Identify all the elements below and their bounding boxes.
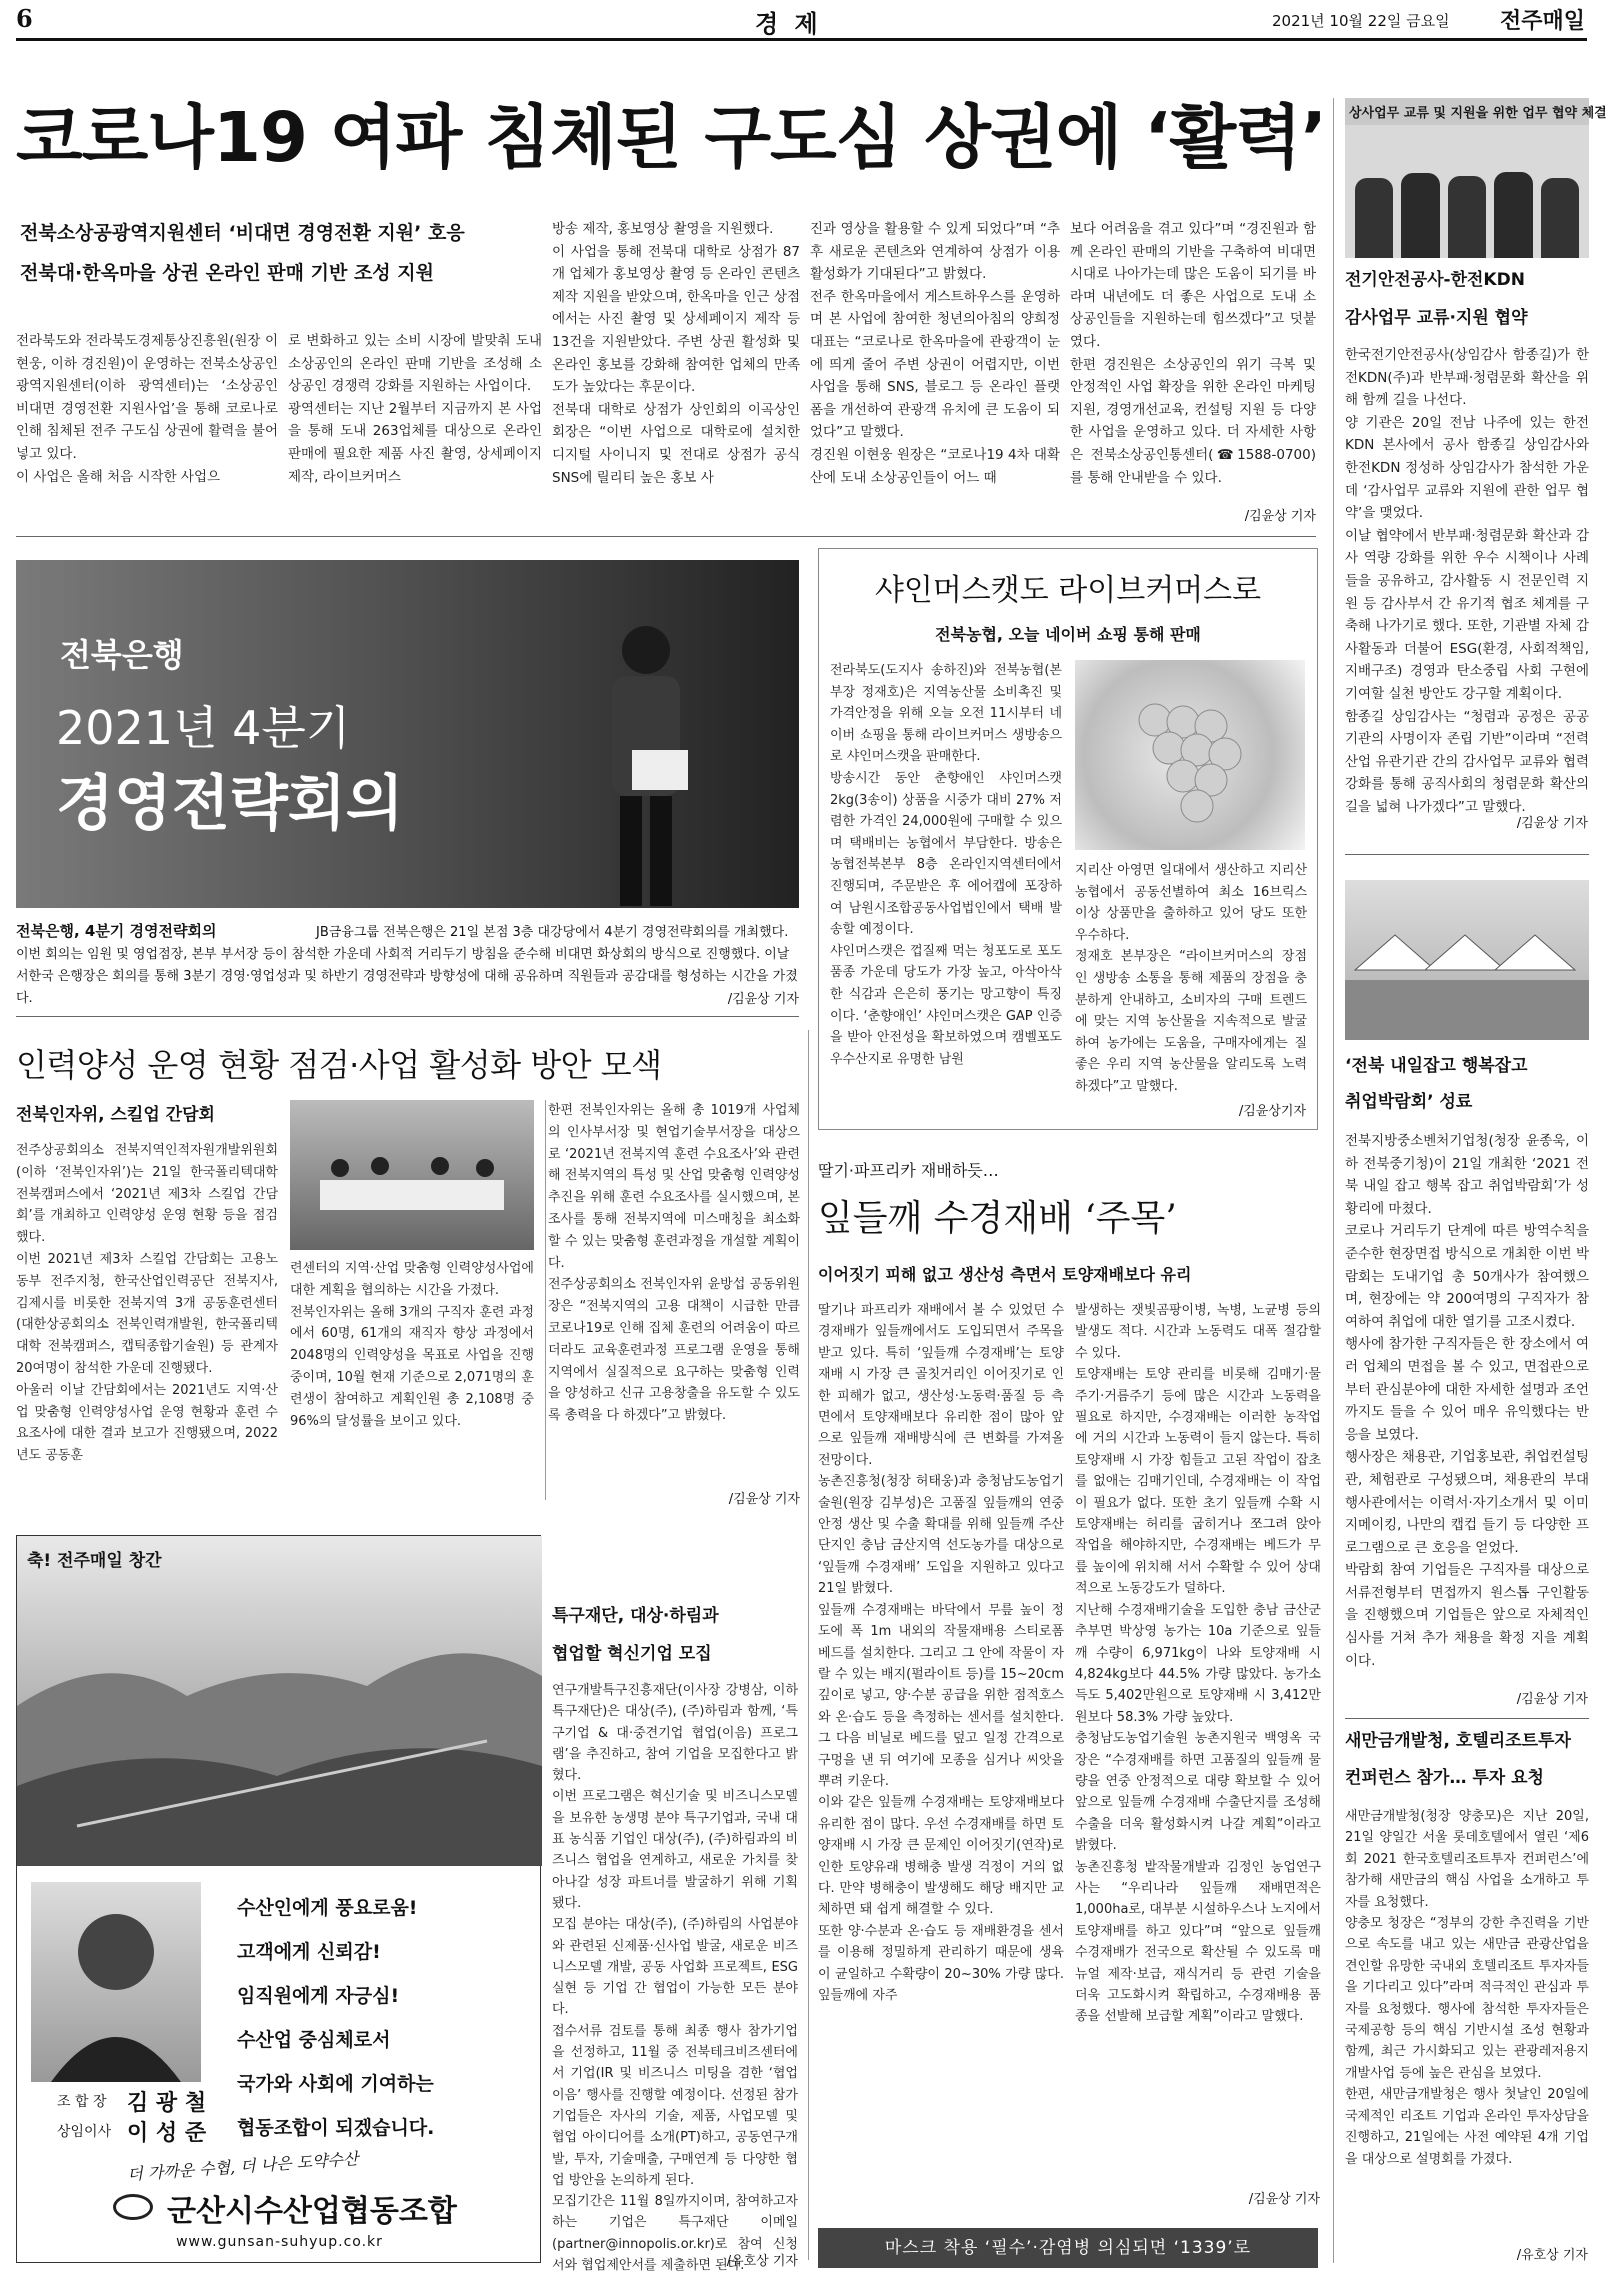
inno-byline: /유호상 기자 [726, 2254, 798, 2269]
lead-column-4: 진과 영상을 활용할 수 있게 되었다”며 “추후 새로운 콘텐츠와 연계하여 상점가 이용 활성화가 기대된다”고 밝혔다. 전주 한옥마을에서 게스트하우스를 운영하며 본 사업에 참여한 청년의아침의 양희정 대표는 “코로나로 한옥마을에 관광객이 눈에 띄게 줄어 주변 상권이 어렵지만, 이번 사업을 통해 SNS, 블로그 등 온라인 플랫폼을 개선하여 관광객 유치에 큰 도움이 되었다”고 말했다. 경진원 이현웅 원장은 “코로나19 4차 대확산에 도내 소상공인들이 어느 때 [810, 221, 1060, 486]
labor-photo [290, 1100, 534, 1250]
meeting-table [290, 1100, 534, 1250]
ad-slogans [237, 1886, 434, 2150]
perilla-subhead: 이어짓기 피해 없고 생산성 측면서 토양재배보다 유리 [818, 1265, 1192, 1284]
rule [16, 536, 1316, 537]
page-number: 6 [16, 4, 33, 33]
labor-headline: 인력양성 운영 현황 점검·사업 활성화 방안 모색 [16, 1046, 662, 1084]
ad-slogan-4: 수산업 중심체로서 [237, 2029, 391, 2051]
lead-column-3: 방송 제작, 홍보영상 촬영을 지원했다. 이 사업을 통해 전북대 대학로 상점가 87개 업체가 홍보영상 촬영 등 온라인 콘텐츠 제작 지원을 받았으며, 한옥마을 인근 상점에서는 사진 촬영 및 상세페이지 제작 등 13건을 지원받았다. 주변 상권 활성화 및 온라인 홍보를 강화해 참여한 업체의 만족도가 높았다는 후문이다. 전북대 대학로 상점가 상인회의 이곡상인회장은 “이번 사업으로 대학로에 설치한 디지털 사이니지 및 전대로 상점가 공식 SNS에 릴리티 높은 홍보 사 [552, 221, 800, 486]
ad-header: 축! 전주매일 창간 [27, 1551, 162, 1571]
labor-column-1: 전주상공회의소 전북지역인적자원개발위원회(이하 ‘전북인자위’)는 21일 한국폴리텍대학 전북캠퍼스에서 ‘2021년 제3차 스킬업 간담회’를 개최하고 인력양성 운영 현황 등을 점검했다. 이번 2021년 제3차 스킬업 간담회는 고용노동부 전주지청, 한국산업인력공단 전북지사, 김제시를 비롯한 전북지역 3개 공동훈련센터(대한상공회의소 전북인력개발원, 한국폴리텍대학 전북캠퍼스, 캡틱종합기술원) 등 관계자 20여명이 참석한 가운데 진행됐다. 아울러 이날 간담회에서는 2021년도 지역·산업 맞춤형 인력양성사업 운영 현황과 훈련 수요조사에 대한 결과 보고가 진행됐으며, 2022년도 공동훈 [16, 1143, 278, 1464]
inno-body: 연구개발특구진흥재단(이사장 강병삼, 이하 특구재단)은 대상(주), (주)하림과 함께, ‘특구기업 & 대·중견기업 협업(이음) 프로그램’을 추진하고, 참여 기업을 모집한다고 밝혔다. 이번 프로그램은 혁신기술 및 비즈니스모델을 보유한 농생명 분야 특구기업과, 국내 대표 농식품 기업인 대상(주), (주)하림과의 비즈니스 협업을 연계하고, 새로운 가치를 찾아나갈 성장 파트너를 발굴하기 위해 기획됐다. 모집 분야는 대상(주), (주)하림의 사업분야와 관련된 신제품·신사업 발굴, 새로운 비즈니스모델 개발, 공동 사업화 프로젝트, ESG 실현 등 기업 간 협업이 가능한 모든 분야다. 접수서류 검토를 통해 최종 행사 참가기업을 선정하고, 11월 중 전북테크비즈센터에서 기업(IR 및 비즈니스 미팅을 겸한 ‘협업이음’ 행사를 진행할 예정이다. 선정된 참가기업들은 자사의 기술, 제품, 사업모델 및 협업 아이디어를 소개(PT)하고, 공동연구개발, 투자, 기술매출, 구매연계 등 다양한 협업 방안을 논의하게 된다. 모집기간은 11월 8일까지이며, 참여하고자 하는 기업은 특구재단 이메일(partner@innopolis.or.kr)로 참여 신청서와 협업제안서를 제출하면 된다. [552, 1683, 799, 2274]
nh-subhead: 전북농협, 오늘 네이버 쇼핑 통해 판매 [935, 625, 1201, 644]
mask-notice-bar: 마스크 착용 ‘필수’·감염병 의심되면 ‘1339’로 [818, 2228, 1318, 2268]
ad-portrait [31, 1882, 201, 2082]
grape-cluster [1075, 660, 1305, 850]
masthead-rule [16, 38, 1587, 41]
ad-slogan-2: 고객에게 신뢰감! [237, 1941, 381, 1963]
ad-slogan-5: 국가와 사회에 기여하는 [237, 2073, 434, 2095]
perilla-headline: 잎들깨 수경재배 ‘주목’ [818, 1198, 1177, 1239]
bank-logo-text: 전북은행 [60, 636, 184, 674]
suhyup-ad [16, 1535, 541, 2263]
ad-island-photo [17, 1536, 542, 1866]
nh-column-2: 지리산 아영면 일대에서 생산하고 지리산농협에서 공동선별하여 최소 16브릭스 이상 상품만을 출하하고 있어 당도 또한 우수하다. 정재호 본부장은 “라이브커머스의 장점인 생방송 소통을 통해 제품의 장점을 충분하게 안내하고, 소비자의 구매 트렌드에 맞는 지역 농산물을 지속적으로 발굴하여 농가에는 도움을, 구매자에게는 질 좋은 우리 지역 농산물을 알리도록 노력하겠다”고 말했다. [1075, 863, 1307, 1094]
labor-byline: /김윤상 기자 [728, 1492, 800, 1507]
job-fair-body: 전북지방중소벤처기업청(청장 윤종욱, 이하 전북중기청)이 21일 개최한 ‘2021 전북 내일 잡고 행복 잡고 취업박람회’가 성황리에 마쳤다. 코로나 거리두기 단계에 따른 방역수칙을 준수한 현장면접 방식으로 개최한 이번 박람회는 도내기업 총 50개사가 참여했으며, 현장에는 약 200여명의 구직자가 참여하여 취업에 대한 열기를 고조시켰다. 행사에 참가한 구직자들은 한 장소에서 여러 업체의 면접을 볼 수 있고, 면접관으로부터 관심분야에 대한 자세한 설명과 조언까지도 들을 수 있어 매우 유익했다는 반응을 보였다. 행사장은 채용관, 기업홍보관, 취업컨설팅관, 체험관로 구성됐으며, 채용관의 부대행사관에서는 이력서·자기소개서 및 이미지메이킹, 나만의 캡컵 들기 등 다양한 프로그램으로 큰 호응을 얻었다. 박람회 참여 기업들은 구직자를 대상으로 서류전형부터 면접까지 원스톱 구인활동을 진행했으며 기업들은 앞으로 자체적인 심사를 거쳐 추가 채용을 확정 지을 계획이다. [1345, 1133, 1589, 1669]
kdn-subhead-1: 전기안전공사-한전KDN [1345, 270, 1525, 290]
labor-column-2: 련센터의 지역·산업 맞춤형 인력양성사업에 대한 계획을 협의하는 시간을 가졌다. 전북인자위는 올해 3개의 구직자 훈련 과정에서 60명, 61개의 재직자 향상 과정에서 2048명의 인력양성을 목표로 사업을 진행중이며, 10월 현재 기준으로 2,071명의 훈련생이 참여하고 계획인원 총 2,108명 중 96%의 달성률을 보이고 있다. [290, 1261, 534, 1429]
job-fair-photo [1345, 880, 1589, 1040]
perilla-column-1: 딸기나 파프리카 재배에서 볼 수 있었던 수경재배가 잎들깨에서도 도입되면서 주목을 받고 있다. 특히 ‘잎들깨 수경재배’는 토양재배 시 가장 큰 골칫거리인 이어짓기로 인한 피해가 없고, 생산성·노동력·품질 등 측면에서 토양재배보다 유리한 점이 많아 앞으로 잎들깨 재배방식에 큰 변화를 가져올 전망이다. 농촌진흥청(청장 허태웅)과 충청남도농업기술원(원장 김부성)은 고품질 잎들깨의 연중 안정 생산 및 수출 확대를 위해 잎들깨 주산단지인 충남 금산지역 선도농가를 대상으로 ‘잎들깨 수경재배’ 도입을 지원하고 있다고 21일 밝혔다. 잎들깨 수경재배는 바닥에서 무릎 높이 정도에 폭 1m 내외의 작물재배용 스티로폼 베드를 설치한다. 그리고 그 안에 작물이 자랄 수 있는 배지(펄라이트 등)를 15~20cm 깊이로 넣고, 양·수분 공급을 위한 점적호스와 온·습도 등을 측정하는 센서를 설치한다. 그 다음 비닐로 베드를 덮고 일정 간격으로 구멍을 낸 뒤 여기에 모종을 심거나 씨앗을 뿌려 키운다. 이와 같은 잎들깨 수경재배는 토양재배보다 유리한 점이 많다. 우선 수경재배를 하면 토양재배 시 가장 큰 문제인 이어짓기(연작)로 인한 토양유래 병해충 발생 걱정이 거의 없다. 만약 병해충이 발생해도 해당 배지만 교체하면 돼 쉽게 해결할 수 있다. 또한 양·수분과 온·습도 등 재배환경을 센서를 이용해 정밀하게 관리하기 때문에 생육이 균일하고 수확량이 20~30% 가량 많다. 잎들깨에 자주 [818, 1303, 1064, 2003]
rule [1345, 1718, 1589, 1719]
lead-byline: /김윤상 기자 [1244, 509, 1316, 524]
kdn-byline: /김윤상 기자 [1516, 816, 1588, 831]
bank-photo-line1: 2021년 4분기 [56, 701, 351, 755]
inno-subhead-1: 특구재단, 대상·하림과 [552, 1606, 719, 1626]
section-title: 경 제 [755, 10, 822, 38]
lead-subhead-1: 전북소상공광역지원센터 ‘비대면 경영전환 지원’ 호응 [20, 222, 465, 244]
nh-byline: /김윤상기자 [1238, 1104, 1306, 1119]
ad-title-2: 상임이사 [57, 2124, 112, 2140]
bank-byline: /김윤상 기자 [727, 992, 799, 1007]
nh-headline: 샤인머스캣도 라이브커머스로 [874, 573, 1262, 608]
rule [16, 1016, 799, 1017]
ad-name-2: 이 성 준 [127, 2121, 207, 2146]
kdn-people [1355, 168, 1579, 258]
speaker-figure [576, 610, 716, 908]
perilla-kicker: 딸기·파프리카 재배하듯… [818, 1161, 999, 1180]
issue-date: 2021년 10월 22일 금요일 [1272, 12, 1450, 30]
bank-caption: JB금융그룹 전북은행은 21일 본점 3층 대강당에서 4분기 경영전략회의를 개최했다. 이번 회의는 임원 및 영업점장, 본부 부서장 등이 참석한 가운데 사회적 거리두기 방침을 준수해 비대면 화상회의 방식으로 진행했다. 이날 서한국 은행장은 회의를 통해 3분기 경영·영업성과 및 하반기 경영전략과 방향성에 대해 공유하며 직원들과 공감대를 형성하는 시간을 가졌다. [16, 925, 798, 1006]
job-fair-subhead-1: ‘전북 내일잡고 행복잡고 [1345, 1056, 1528, 1076]
kdn-body: 한국전기안전공사(상임감사 함종길)가 한전KDN(주)과 반부패·청렴문화 확산을 위해 함께 길을 나선다. 양 기관은 20일 전남 나주에 있는 한전KDN 본사에서 공사 함종길 상임감사와 한전KDN 정성하 상임감사가 참석한 가운데 ‘감사업무 교류와 지원에 관한 업무 협약’을 맺었다. 이날 협약에서 반부패·청렴문화 확산과 감사 역량 강화를 위한 우수 시책이나 사례들을 공유하고, 감사활동 시 전문인력 지원 등 감사부서 간 유기적 협조 체계를 구축해 나가기로 했다. 또한, 기관별 자체 감사활동과 더불어 ESG(환경, 사회적책임, 지배구조) 경영과 탄소중립 사회 구현에 기여할 실천 방안도 강구할 계획이다. 함종길 상임감사는 “청렴과 공정은 공공기관의 사명이자 존립 기반”이라며 “전력산업 유관기관 간의 감사업무 교류와 협력 강화를 통해 공직사회의 청렴문화 확산의 길을 넓혀 나가겠다”고 말했다. [1345, 347, 1589, 815]
column-rule [808, 1030, 809, 2260]
portrait-figure [31, 1882, 201, 2082]
nh-column-1: 전라북도(도지사 송하진)와 전북농협(본부장 정재호)은 지역농산물 소비촉진 및 가격안정을 위해 오늘 오전 11시부터 네이버 쇼핑을 통해 라이브커머스 생방송으로 샤인머스캣을 판매한다. 방송시간 동안 춘향애인 샤인머스캣 2kg(3송이) 상품을 시중가 대비 27% 저렴한 가격인 24,000원에 구매할 수 있으며 택배비는 농협에서 부담한다. 방송은 농협전북본부 8층 온라인지역센터에서 진행되며, 주문받은 후 에어캡에 포장하여 남원시조합공동사업법인에서 택배 발송할 예정이다. 샤인머스캣은 껍질째 먹는 청포도로 포도 품종 가운데 당도가 가장 높고, 아삭아삭한 식감과 은은히 풍기는 망고향이 특징이다. ‘춘향애인’ 샤인머스캣은 GAP 인증을 받아 안전성을 확보하였으며 캠벨포도 우수산지로 유명한 남원 [830, 663, 1062, 1067]
kdn-photo [1345, 98, 1607, 258]
saemangeum-body: 새만금개발청(청장 양충모)은 지난 20일, 21일 양일간 서울 롯데호텔에서 열린 ‘제6회 2021 한국호텔리조트투자 컨퍼런스’에 참가해 새만금의 핵심 사업을 소개하고 투자를 요청했다. 양충모 청장은 “정부의 강한 추진력을 기반으로 속도를 내고 있는 새만금 관광산업을 견인할 유망한 국내외 호텔리조트 투자자들을 기다리고 있다”라며 적극적인 관심과 투자를 요청했다. 행사에 참석한 투자자들은 국제공항 등의 핵심 기반시설 조성 현황과 함께, 최근 가시화되고 있는 관광레저용지 개발사업 등에 높은 관심을 보였다. 한편, 새만금개발청은 행사 첫날인 20일에 국제적인 리조트 기업과 온라인 투자상담을 진행하고, 21일에는 사전 예약된 4개 기업을 대상으로 설명회를 가졌다. [1345, 1809, 1589, 2167]
bank-photo [16, 560, 799, 908]
paper-name: 전주매일 [1500, 9, 1586, 34]
perilla-byline: /김윤상 기자 [1248, 2192, 1320, 2207]
ad-slogan-6: 협동조합이 되겠습니다. [237, 2117, 435, 2139]
labor-column-3: 한편 전북인자위는 올해 총 1019개 사업체의 인사부서장 및 현업기술부서장을 대상으로 ‘2021년 전북지역 훈련 수요조사’와 관련해 전북지역의 특성 및 산업 맞춤형 인력양성 추진을 위해 훈련 수요조사를 실시했으며, 본조사를 통해 전북지역에 미스매칭을 최소화 할 수 있는 맞춤형 훈련과정을 개설할 계획이다. 전주상공회의소 전북인자위 윤방섭 공동위원장은 “전북지역의 고용 대책이 시급한 만큼 코로나19로 인해 집체 훈련의 어려움이 따르더라도 교육훈련과정 프로그램 운영을 통해 지역에서 실질적으로 요구하는 맞춤형 인력을 양성하고 신규 고용창출을 유도할 수 있도록 총력을 다 하겠다”고 밝혔다. [548, 1103, 800, 1424]
lead-subhead-2: 전북대·한옥마을 상권 온라인 판매 기반 조성 지원 [20, 262, 434, 284]
lead-column-1: 전라북도와 전라북도경제통상진흥원(원장 이현웅, 이하 경진원)이 운영하는 전북소상공인광역지원센터(이하 광역센터)는 ‘소상공인 비대면 경영전환 지원사업’을 통해 코로나로 인해 침체된 전주 구도심 상권에 활력을 불어넣고 있다. 이 사업은 올해 처음 시작한 사업으 [16, 333, 278, 485]
saemangeum-subhead-2: 컨퍼런스 참가… 투자 요청 [1345, 1768, 1544, 1788]
saemangeum-byline: /유호상 기자 [1516, 2248, 1588, 2263]
column-rule [1333, 98, 1334, 2263]
perilla-column-2: 발생하는 잿빛곰팡이병, 녹병, 노균병 등의 발생도 적다. 시간과 노동력도 대폭 절감할 수 있다. 토양재배는 토양 관리를 비롯해 김매기·물주기·거름주기 등에 많은 시간과 노동력을 필요로 하지만, 수경재배는 이러한 농작업에 거의 시간과 노동력이 들지 않는다. 특히 토양재배 시 가장 힘들고 고된 작업이 잡초를 없애는 김매기인데, 수경재배는 이 작업이 필요가 없다. 또한 초기 잎들깨 수확 시 토양재배는 허리를 굽히거나 쪼그려 앉아 작업을 해야하지만, 수경재배는 베드가 무릎 높이에 위치해 서서 수확할 수 있어 상대적으로 노동강도가 덜하다. 지난해 수경재배기술을 도입한 충남 금산군 추부면 박상영 농가는 10a 기준으로 잎들깨 수량이 6,971kg이 나와 토양재배 시 4,824kg보다 44.5% 가량 많았다. 농가소득도 5,402만원으로 토양재배 시 3,412만원보다 58.3% 가량 높았다. 충청남도농업기술원 농촌지원국 백영옥 국장은 “수경재배를 하면 고품질의 잎들깨 물량을 연중 안정적으로 대량 확보할 수 있어 앞으로 잎들깨 수경재배 수출단지를 조성해 수출을 더욱 활성화시켜 나갈 계획”이라고 밝혔다. 농촌진흥청 밭작물개발과 김정인 농업연구사는 “우리나라 잎들깨 재배면적은 1,000ha로, 대부분 시설하우스나 노지에서 토양재배를 하고 있다”며 “앞으로 잎들깨 수경재배가 전국으로 확산될 수 있도록 매뉴얼 제작·보급, 재식거리 등 관련 기술을 더욱 고도화시켜 확립하고, 수경재배용 품종을 선발해 보급할 계획”이라고 말했다. [1075, 1303, 1321, 2025]
bank-caption-title: 전북은행, 4분기 경영전략회의 [16, 922, 217, 940]
suhyup-logo-icon [113, 2194, 153, 2220]
job-fair-subhead-2: 취업박람회’ 성료 [1345, 1092, 1473, 1112]
saemangeum-subhead-1: 새만금개발청, 호텔리조트투자 [1345, 1731, 1571, 1751]
labor-subhead: 전북인자위, 스킬업 간담회 [16, 1105, 215, 1125]
ad-slogan-3: 임직원에게 자긍심! [237, 1985, 400, 2007]
job-fair-byline: /김윤상 기자 [1516, 1692, 1588, 1707]
rule [1345, 854, 1589, 855]
inno-subhead-2: 협업할 혁신기업 모집 [552, 1644, 712, 1664]
ad-title-1: 조 합 장 [57, 2094, 107, 2110]
bank-photo-line2: 경영전략회의 [56, 769, 404, 839]
column-rule [545, 1100, 546, 1500]
kdn-subhead-2: 감사업무 교류·지원 협약 [1345, 308, 1528, 328]
ad-org-name: 군산시수산업협동조합 [167, 2194, 457, 2229]
kdn-banner: 상사업무 교류 및 지원을 위한 업무 협약 체결 [1345, 98, 1589, 125]
ad-calligraphy: 더 가까운 수협, 더 나은 도약수산 [126, 2148, 359, 2185]
ad-name-1: 김 광 철 [127, 2091, 207, 2116]
grape-photo [1075, 660, 1305, 850]
tents [1345, 880, 1589, 1040]
lead-column-5: 보다 어려움을 겪고 있다”며 “경진원과 함께 온라인 판매의 기반을 구축하여 비대면 시대로 나아가는데 많은 도움이 되기를 바라며 내년에도 더 좋은 사업으로 도내 소상공인들을 지원하는데 힘쓰겠다”고 덧붙였다. 한편 경진원은 소상공인의 위기 극복 및 안정적인 사업 확장을 위한 온라인 마케팅 지원, 경영개선교육, 컨설팅 지원 등 다양한 사업을 운영하고 있다. 더 자세한 사항은 전북소상공인통센터(☎1588-0700)를 통해 안내받을 수 있다. [1070, 221, 1316, 486]
ad-slogan-1: 수산인에게 풍요로움! [237, 1897, 418, 1919]
lead-headline: 코로나19 여파 침체된 구도심 상권에 ‘활력’ [16, 98, 1327, 178]
ad-url[interactable]: www.gunsan-suhyup.co.kr [176, 2234, 383, 2250]
islands [17, 1536, 542, 1866]
lead-column-2: 로 변화하고 있는 소비 시장에 발맞춰 도내 소상공인의 온라인 판매 기반을 조성해 소상공인 경쟁력 강화를 지원하는 사업이다. 광역센터는 지난 2월부터 지금까지 본 사업을 통해 도내 263업체를 대상으로 온라인 판매에 필요한 제품 사진 촬영, 상세페이지 제작, 라이브커머스 [288, 333, 542, 485]
